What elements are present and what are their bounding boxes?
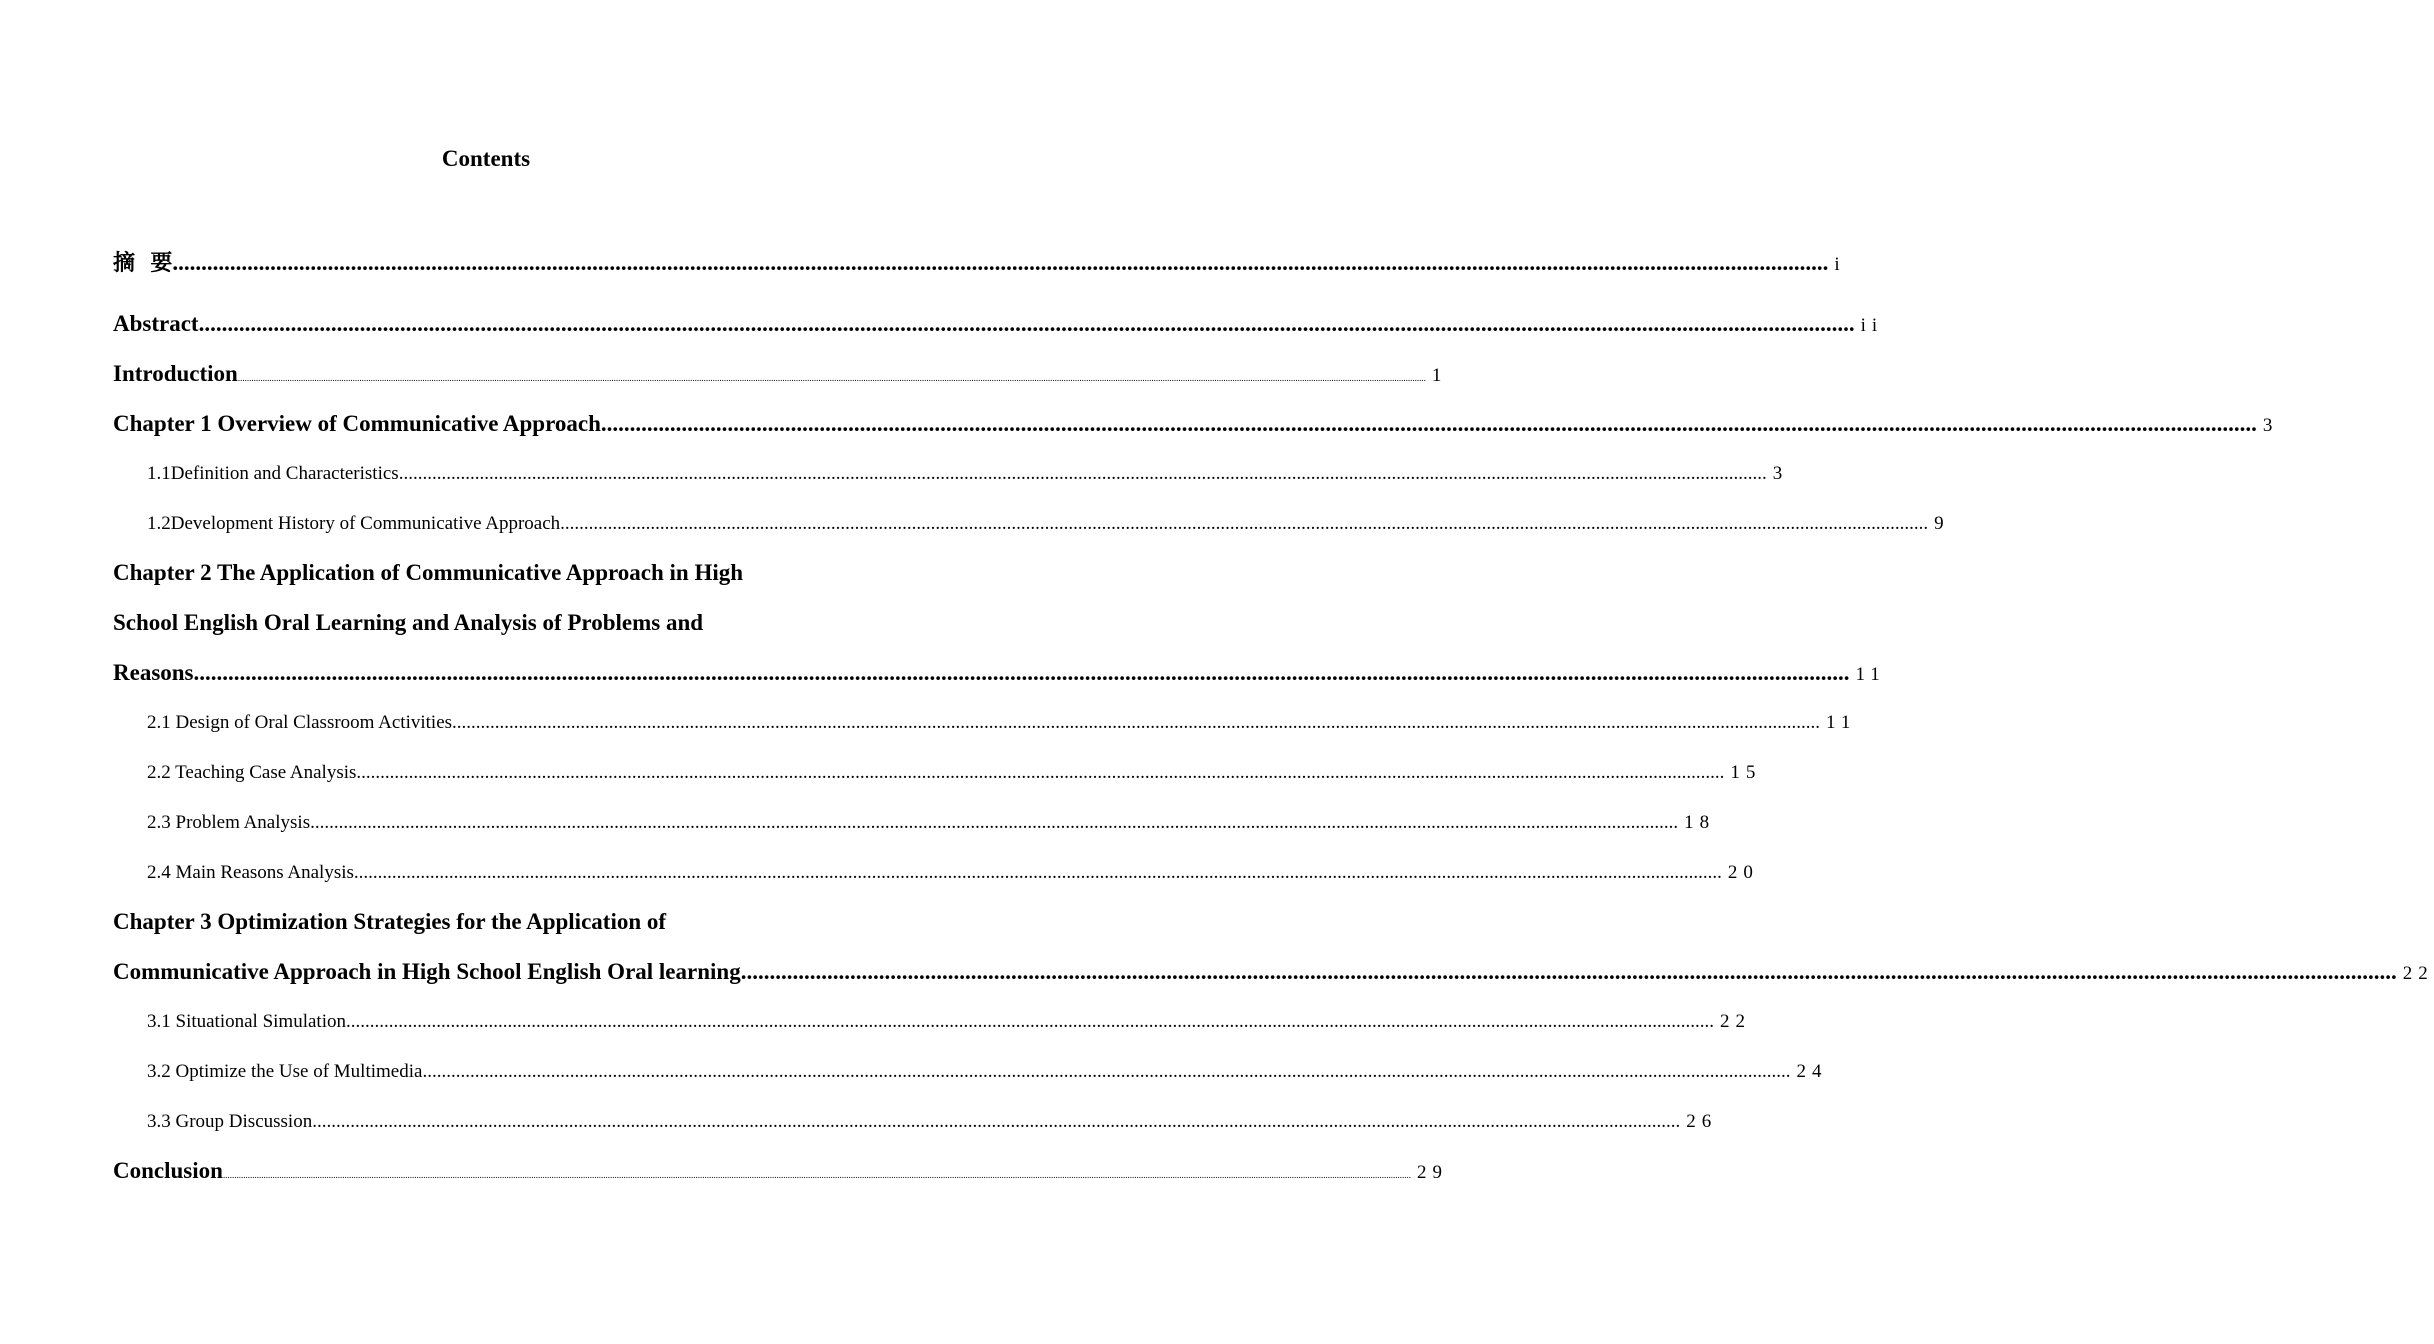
toc-chapter-3-line-1[interactable]: Chapter 3 Optimization Strategies for the Application of bbox=[113, 909, 667, 934]
toc-label: 1.2Development History of Communicative Approach bbox=[147, 513, 561, 534]
toc-page-number: 1 bbox=[1431, 365, 1448, 386]
toc-entry-chapter-3[interactable] bbox=[113, 959, 2434, 985]
toc-entry-2-3[interactable] bbox=[147, 812, 1716, 834]
toc-page-number: i bbox=[1834, 254, 1846, 275]
toc-entry-2-2[interactable] bbox=[147, 762, 1762, 784]
toc-page-number: 22 bbox=[1719, 1011, 1751, 1032]
page-title: Contents bbox=[441, 146, 531, 171]
toc-page-number: 22 bbox=[2402, 963, 2434, 984]
toc-entry-introduction[interactable] bbox=[113, 361, 1448, 387]
toc-label: 2.2 Teaching Case Analysis bbox=[147, 762, 357, 783]
toc-entry-1-1[interactable] bbox=[147, 463, 1789, 485]
dot-leader bbox=[356, 762, 1724, 784]
dot-leader bbox=[346, 1011, 1714, 1033]
toc-label: Reasons bbox=[113, 660, 194, 685]
dot-leader bbox=[238, 373, 1426, 383]
toc-label: Abstract bbox=[113, 311, 199, 336]
toc-label: Communicative Approach in High School English Oral learning bbox=[113, 959, 741, 984]
toc-chapter-2-line-1[interactable]: Chapter 2 The Application of Communicative Approach in High bbox=[113, 560, 744, 585]
dot-leader bbox=[172, 250, 1828, 276]
dot-leader bbox=[223, 1170, 1411, 1180]
dot-leader bbox=[452, 712, 1820, 734]
toc-label: 2.4 Main Reasons Analysis bbox=[147, 862, 354, 883]
toc-label: 3.2 Optimize the Use of Multimedia bbox=[147, 1061, 423, 1082]
toc-label: 3.1 Situational Simulation bbox=[147, 1011, 346, 1032]
dot-leader bbox=[354, 862, 1722, 884]
toc-page-number: 20 bbox=[1727, 862, 1759, 883]
toc-entry-2-1[interactable] bbox=[147, 712, 1857, 734]
toc-entry-conclusion[interactable] bbox=[113, 1158, 1448, 1184]
toc-page-number: 11 bbox=[1855, 664, 1886, 685]
toc-label: Conclusion bbox=[113, 1158, 223, 1183]
toc-page-number: 11 bbox=[1826, 712, 1857, 733]
toc-label: 2.3 Problem Analysis bbox=[147, 812, 311, 833]
toc-page-number: 3 bbox=[2262, 415, 2279, 436]
dot-leader bbox=[399, 463, 1767, 485]
toc-page-number: 26 bbox=[1686, 1111, 1718, 1132]
toc-entry-zhaiyao[interactable] bbox=[113, 246, 1846, 277]
dot-leader bbox=[601, 411, 2257, 437]
toc-page-number: 18 bbox=[1684, 812, 1716, 833]
toc-page-number: 24 bbox=[1796, 1061, 1828, 1082]
dot-leader bbox=[560, 513, 1928, 535]
toc-entry-chapter-1[interactable] bbox=[113, 411, 2279, 437]
toc-label: Introduction bbox=[113, 361, 238, 386]
toc-chapter-2-line-2[interactable]: School English Oral Learning and Analysis of Problems and bbox=[113, 610, 704, 635]
toc-page-number: 15 bbox=[1730, 762, 1762, 783]
toc-label: 摘 要 bbox=[113, 251, 173, 276]
dot-leader bbox=[199, 311, 1855, 337]
dot-leader bbox=[194, 660, 1850, 686]
toc-entry-abstract[interactable] bbox=[113, 311, 1884, 337]
toc-entry-2-4[interactable] bbox=[147, 862, 1759, 884]
toc-entry-3-2[interactable] bbox=[147, 1061, 1828, 1083]
dot-leader bbox=[310, 812, 1678, 834]
toc-entry-1-2[interactable] bbox=[147, 513, 1950, 535]
toc-page-number: 29 bbox=[1416, 1162, 1448, 1183]
toc-entry-3-3[interactable] bbox=[147, 1111, 1718, 1133]
dot-leader bbox=[422, 1061, 1790, 1083]
toc-entry-chapter-2[interactable] bbox=[113, 660, 1886, 686]
toc-label: 2.1 Design of Oral Classroom Activities bbox=[147, 712, 453, 733]
dot-leader bbox=[312, 1111, 1680, 1133]
dot-leader bbox=[741, 959, 2397, 985]
toc-page-number: 3 bbox=[1772, 463, 1789, 484]
toc-entry-3-1[interactable] bbox=[147, 1011, 1751, 1033]
toc-page-number: 9 bbox=[1934, 513, 1950, 534]
toc-label: Chapter 1 Overview of Communicative Approach bbox=[113, 411, 601, 436]
toc-label: 1.1Definition and Characteristics bbox=[147, 463, 399, 484]
toc-label: 3.3 Group Discussion bbox=[147, 1111, 313, 1132]
toc-page-number: ii bbox=[1860, 315, 1884, 336]
